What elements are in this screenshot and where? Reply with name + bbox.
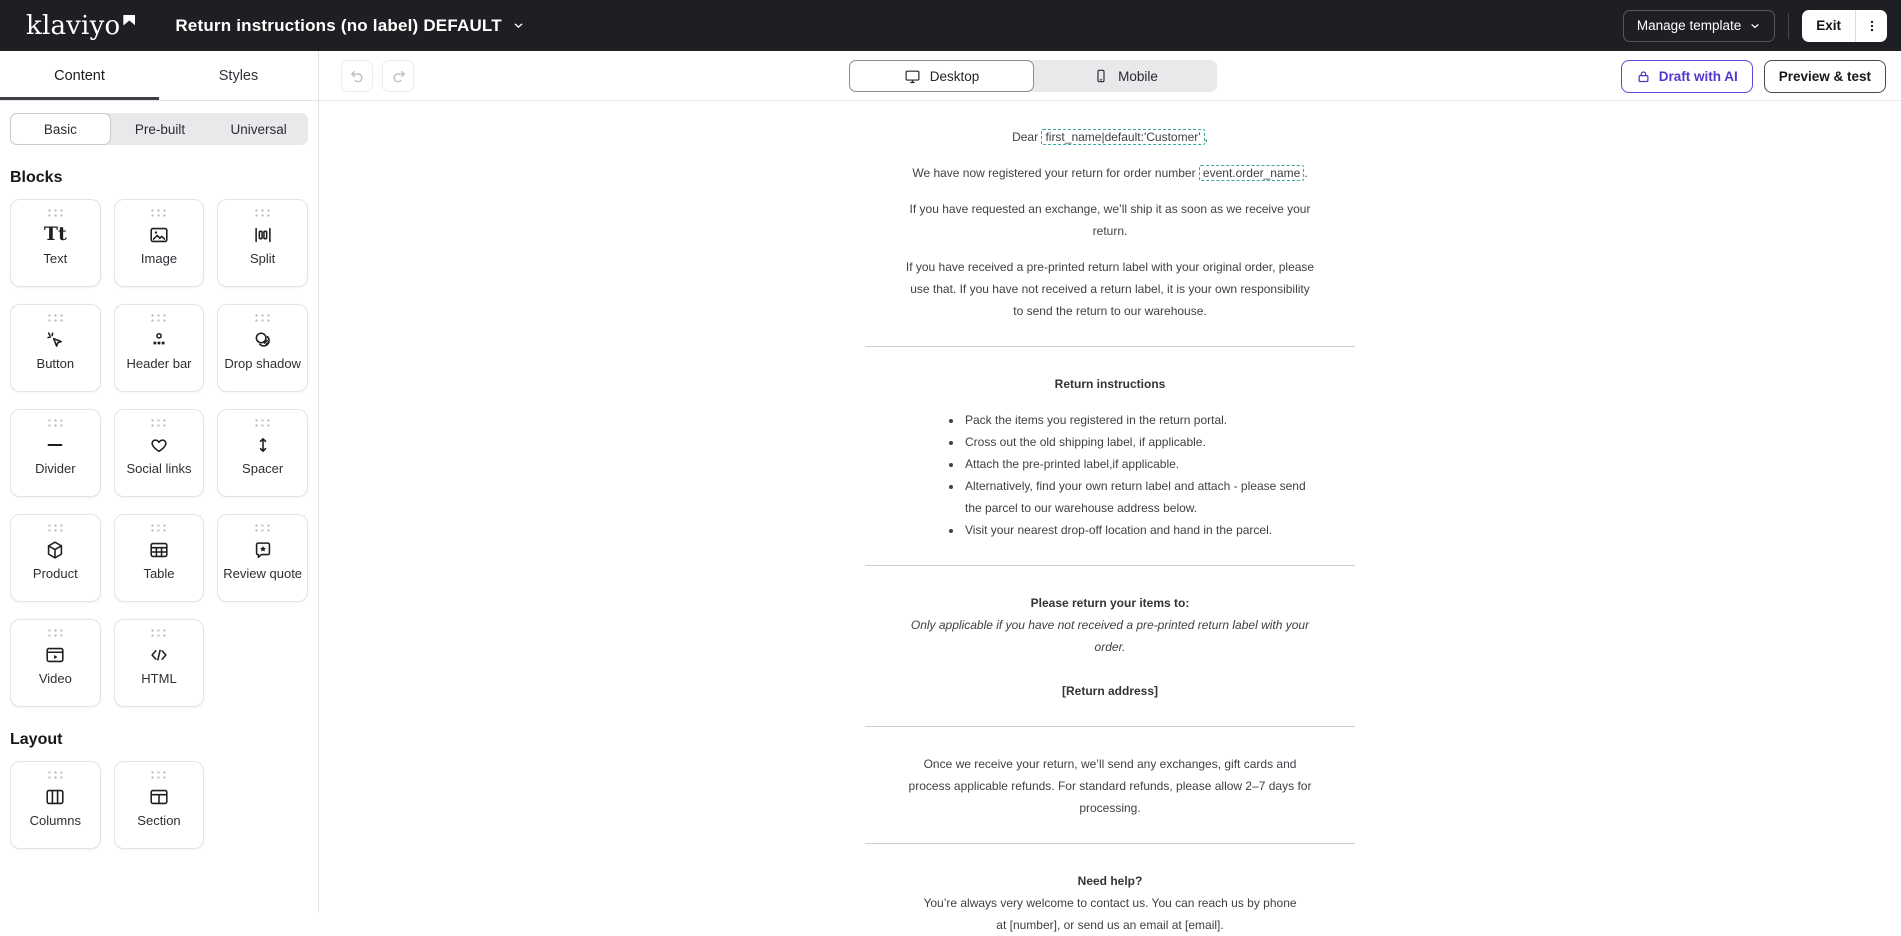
segment-pre-built[interactable]: Pre-built (134, 121, 186, 137)
block-card-social-links[interactable] (114, 409, 205, 497)
drag-dots-icon[interactable] (253, 523, 272, 533)
divider-block[interactable] (865, 565, 1355, 566)
drag-dots-icon[interactable] (149, 418, 168, 428)
divider-block[interactable] (865, 843, 1355, 844)
klaviyo-logo[interactable] (26, 10, 135, 41)
drag-dots-icon[interactable] (46, 313, 65, 323)
block-card-button[interactable] (10, 304, 101, 392)
template-title-text: Return instructions (no label) DEFAULT (175, 15, 502, 35)
table-icon (148, 536, 170, 563)
kebab-menu-button[interactable] (1856, 10, 1887, 42)
product-icon (44, 536, 66, 563)
block-card-text[interactable] (10, 199, 101, 287)
instructions-list-block[interactable] (904, 409, 1316, 541)
drag-dots-icon[interactable] (46, 770, 65, 780)
spacer-icon (252, 431, 274, 458)
blocks-heading: Blocks (10, 169, 63, 186)
greeting-suffix: , (1204, 130, 1208, 144)
help-text-block[interactable]: You’re always very welcome to contact us. You can reach us by phone at [number], or send us an email at [email]. (923, 896, 1297, 932)
divider-block[interactable] (865, 726, 1355, 727)
return-address-placeholder[interactable]: [Return address] (1061, 684, 1159, 698)
mobile-icon (1093, 68, 1109, 84)
personalization-tag-first-name[interactable]: first_name|default:'Customer' (1041, 129, 1204, 145)
block-card-section[interactable] (114, 761, 205, 849)
desktop-icon (904, 68, 921, 85)
sidebar-tabs (0, 51, 318, 101)
desktop-toggle-button[interactable] (849, 60, 1034, 92)
manage-template-label: Manage template (1636, 18, 1742, 33)
redo-icon (390, 68, 407, 85)
layout-grid (10, 761, 308, 849)
order-number-text-block[interactable] (904, 162, 1316, 184)
block-card-review-quote[interactable] (217, 514, 308, 602)
desktop-label: Desktop (929, 68, 980, 84)
drag-dots-icon[interactable] (149, 628, 168, 638)
email-preview-area (319, 101, 1901, 932)
refunds-text-block[interactable]: Once we receive your return, we’ll send any exchanges, gift cards and process applicable refunds. For standard refunds, please allow 2–7 days for processing. (908, 757, 1312, 815)
layout-heading: Layout (10, 731, 63, 748)
drag-dots-icon[interactable] (253, 418, 272, 428)
personalization-tag-order-name[interactable]: event.order_name (1199, 165, 1304, 181)
button-icon (44, 326, 66, 353)
editor-canvas (319, 51, 1901, 932)
klaviyo-flag-icon (123, 15, 135, 26)
email-body (904, 126, 1316, 936)
drag-dots-icon[interactable] (149, 208, 168, 218)
list-item: • Visit your nearest drop-off location and hand in the parcel. (963, 519, 1316, 541)
block-label: HTML (141, 671, 177, 686)
block-label: Divider (35, 461, 76, 476)
list-item: • Alternatively, find your own return label and attach - please send the parcel to our warehouse address below. (963, 475, 1316, 519)
social-links-icon (148, 431, 170, 458)
block-label: Button (36, 356, 75, 371)
block-label: Spacer (242, 461, 284, 476)
block-label: Product (32, 566, 78, 581)
block-label: Video (38, 671, 72, 686)
html-icon (148, 641, 170, 668)
tab-styles[interactable]: Styles (218, 67, 259, 84)
exchange-text-block[interactable]: If you have requested an exchange, we’ll ship it as soon as we receive your return. (909, 202, 1311, 238)
block-label: Header bar (126, 356, 192, 371)
exit-button[interactable]: Exit (1816, 18, 1841, 33)
drag-dots-icon[interactable] (149, 523, 168, 533)
exit-button-group (1802, 10, 1887, 42)
blocks-grid (10, 199, 308, 707)
drag-dots-icon[interactable] (46, 418, 65, 428)
drag-dots-icon[interactable] (46, 628, 65, 638)
list-item: • Cross out the old shipping label, if applicable. (963, 431, 1316, 453)
block-card-split[interactable] (217, 199, 308, 287)
mobile-toggle-button[interactable] (1034, 60, 1217, 92)
divider-icon (44, 431, 66, 458)
return-address-note[interactable]: Only applicable if you have not received a pre-printed return label with your order. (910, 618, 1310, 654)
columns-icon (44, 783, 66, 810)
split-icon (252, 221, 274, 248)
image-icon (148, 221, 170, 248)
return-address-heading[interactable]: Please return your items to: (1030, 596, 1190, 610)
block-label: Drop shadow (224, 356, 301, 371)
order-line-prefix: We have now registered your return for order number (912, 166, 1199, 180)
segment-basic[interactable]: Basic (10, 113, 111, 145)
video-icon (44, 641, 66, 668)
block-type-segmented-control (10, 113, 308, 145)
draft-with-ai-label: Draft with AI (1658, 69, 1738, 84)
segment-universal[interactable]: Universal (230, 121, 287, 137)
block-card-columns[interactable] (10, 761, 101, 849)
canvas-toolbar (319, 51, 1901, 101)
topbar (0, 0, 1901, 51)
list-item: • Attach the pre-printed label,if applicable. (963, 453, 1316, 475)
block-card-spacer[interactable] (217, 409, 308, 497)
manage-template-button[interactable] (1623, 10, 1775, 42)
block-card-product[interactable] (10, 514, 101, 602)
drag-dots-icon[interactable] (149, 313, 168, 323)
block-label: Split (250, 251, 276, 266)
drop-shadow-icon (252, 326, 274, 353)
greeting-prefix: Dear (1012, 130, 1042, 144)
sidebar-panel (0, 101, 318, 913)
draft-with-ai-button[interactable] (1621, 60, 1753, 93)
chevron-down-icon (512, 19, 525, 32)
undo-button[interactable] (341, 60, 373, 92)
block-label: Text (43, 251, 68, 266)
block-card-html[interactable] (114, 619, 205, 707)
list-item: • Pack the items you registered in the return portal. (963, 409, 1316, 431)
block-card-divider[interactable] (10, 409, 101, 497)
drag-dots-icon[interactable] (253, 208, 272, 218)
tab-content[interactable]: Content (0, 51, 159, 100)
drag-dots-icon[interactable] (253, 313, 272, 323)
mobile-label: Mobile (1118, 68, 1158, 84)
block-card-video[interactable] (10, 619, 101, 707)
header-bar-icon (148, 326, 170, 353)
lock-icon (1636, 69, 1651, 84)
drag-dots-icon[interactable] (46, 523, 65, 533)
drag-dots-icon[interactable] (46, 208, 65, 218)
label-text-block[interactable]: If you have received a pre-printed return label with your original order, please use that. If you have not received a return label, it is your own responsibility to send the return to our warehouse. (905, 260, 1315, 318)
block-label: Section (137, 813, 181, 828)
review-quote-icon (252, 536, 274, 563)
greeting-text-block[interactable] (904, 126, 1316, 148)
sidebar (0, 51, 319, 913)
text-icon: Tt (43, 223, 67, 245)
undo-icon (349, 68, 366, 85)
redo-button[interactable] (382, 60, 414, 92)
chevron-down-icon (1749, 20, 1761, 32)
preview-test-button[interactable] (1764, 60, 1886, 93)
device-toggle (849, 60, 1217, 92)
order-line-suffix: . (1304, 166, 1308, 180)
block-card-image[interactable] (114, 199, 205, 287)
block-card-header-bar[interactable] (114, 304, 205, 392)
divider-block[interactable] (865, 346, 1355, 347)
return-instructions-heading[interactable]: Return instructions (1054, 377, 1166, 391)
block-card-drop-shadow[interactable] (217, 304, 308, 392)
block-label: Review quote (223, 566, 303, 581)
preview-test-label: Preview & test (1778, 69, 1871, 84)
topbar-separator (1788, 13, 1789, 39)
drag-dots-icon[interactable] (149, 770, 168, 780)
block-label: Table (143, 566, 175, 581)
template-title[interactable] (175, 16, 525, 36)
need-help-heading[interactable]: Need help? (1077, 874, 1143, 888)
block-label: Image (140, 251, 178, 266)
block-label: Columns (29, 813, 81, 828)
section-icon (148, 783, 170, 810)
block-label: Social links (126, 461, 192, 476)
block-card-table[interactable] (114, 514, 205, 602)
klaviyo-wordmark: klaviyo (26, 10, 121, 41)
